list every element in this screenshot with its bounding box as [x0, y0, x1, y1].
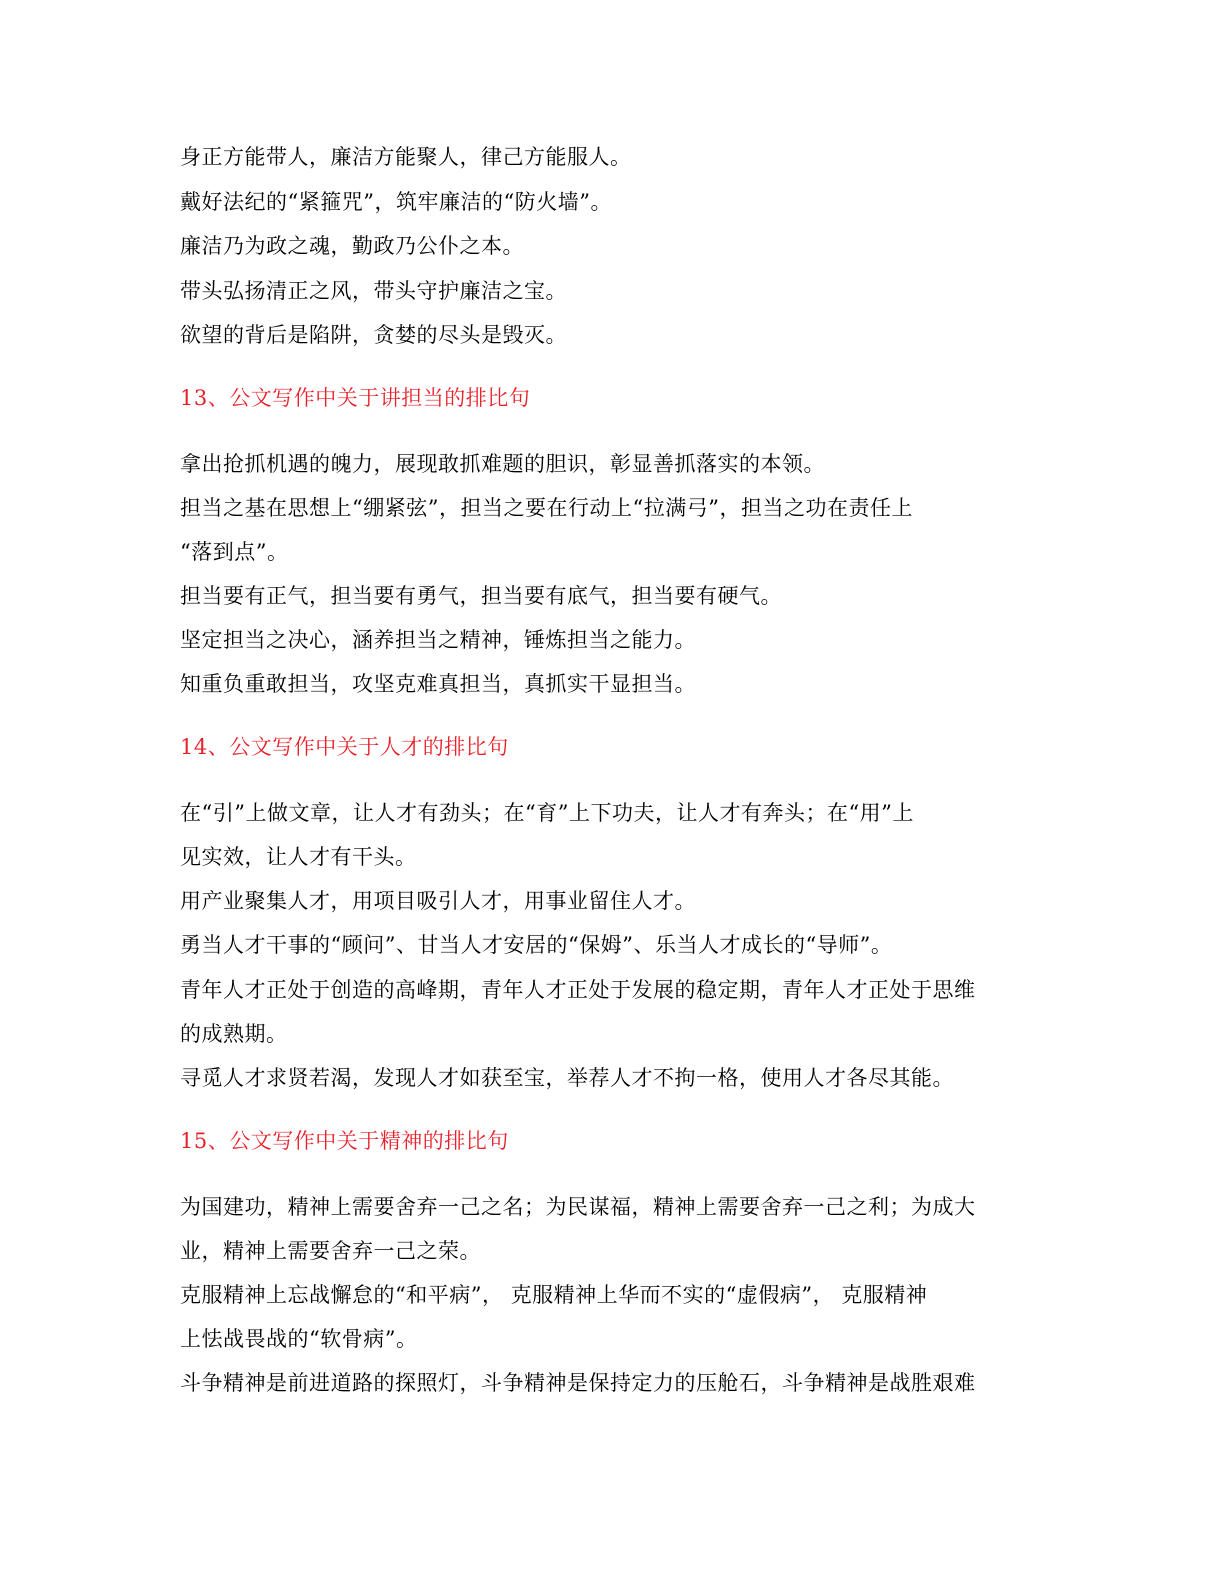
- section-heading-15: 15、公文写作中关于精神的排比句: [180, 1129, 509, 1153]
- text-line: 身正方能带人，廉洁方能聚人，律己方能服人。: [180, 145, 632, 169]
- text-line: 在“引”上做文章，让人才有劲头；在“育”上下功夫，让人才有奔头；在“用”上: [180, 801, 914, 825]
- text-line: 寻觅人才求贤若渴，发现人才如获至宝，举荐人才不拘一格，使用人才各尽其能。: [180, 1066, 954, 1090]
- text-line: 上怯战畏战的“软骨病”。: [180, 1327, 418, 1351]
- text-line: 担当之基在思想上“绷紧弦”，担当之要在行动上“拉满弓”，担当之功在责任上: [180, 496, 913, 520]
- text-line: 知重负重敢担当，攻坚克难真担当，真抓实干显担当。: [180, 672, 696, 696]
- text-line: 担当要有正气，担当要有勇气，担当要有底气，担当要有硬气。: [180, 584, 782, 608]
- text-line: 青年人才正处于创造的高峰期，青年人才正处于发展的稳定期，青年人才正处于思维: [180, 978, 976, 1002]
- text-line: 拿出抢抓机遇的魄力，展现敢抓难题的胆识，彰显善抓落实的本领。: [180, 452, 825, 476]
- section-heading-14: 14、公文写作中关于人才的排比句: [180, 735, 509, 759]
- text-line: 业，精神上需要舍弃一己之荣。: [180, 1239, 481, 1263]
- section-heading-13: 13、公文写作中关于讲担当的排比句: [180, 386, 531, 410]
- text-line: 斗争精神是前进道路的探照灯，斗争精神是保持定力的压舱石，斗争精神是战胜艰难: [180, 1371, 976, 1395]
- text-line: 欲望的背后是陷阱，贪婪的尽头是毁灭。: [180, 323, 567, 347]
- text-line: 廉洁乃为政之魂，勤政乃公仆之本。: [180, 234, 524, 258]
- text-line: 勇当人才干事的“顾问”、甘当人才安居的“保姆”、乐当人才成长的“导师”。: [180, 933, 893, 957]
- text-line: 用产业聚集人才，用项目吸引人才，用事业留住人才。: [180, 889, 696, 913]
- text-line: 坚定担当之决心，涵养担当之精神，锤炼担当之能力。: [180, 628, 696, 652]
- text-line: 为国建功，精神上需要舍弃一己之名；为民谋福，精神上需要舍弃一己之利；为成大: [180, 1195, 976, 1219]
- text-line: 带头弘扬清正之风，带头守护廉洁之宝。: [180, 279, 567, 303]
- text-line: 戴好法纪的“紧箍咒”，筑牢廉洁的“防火墙”。: [180, 190, 612, 214]
- text-line: 见实效，让人才有干头。: [180, 845, 417, 869]
- text-line: 克服精神上忘战懈怠的“和平病”， 克服精神上华而不实的“虚假病”， 克服精神: [180, 1283, 928, 1307]
- text-line: 的成熟期。: [180, 1022, 288, 1046]
- text-line: “落到点”。: [180, 540, 289, 564]
